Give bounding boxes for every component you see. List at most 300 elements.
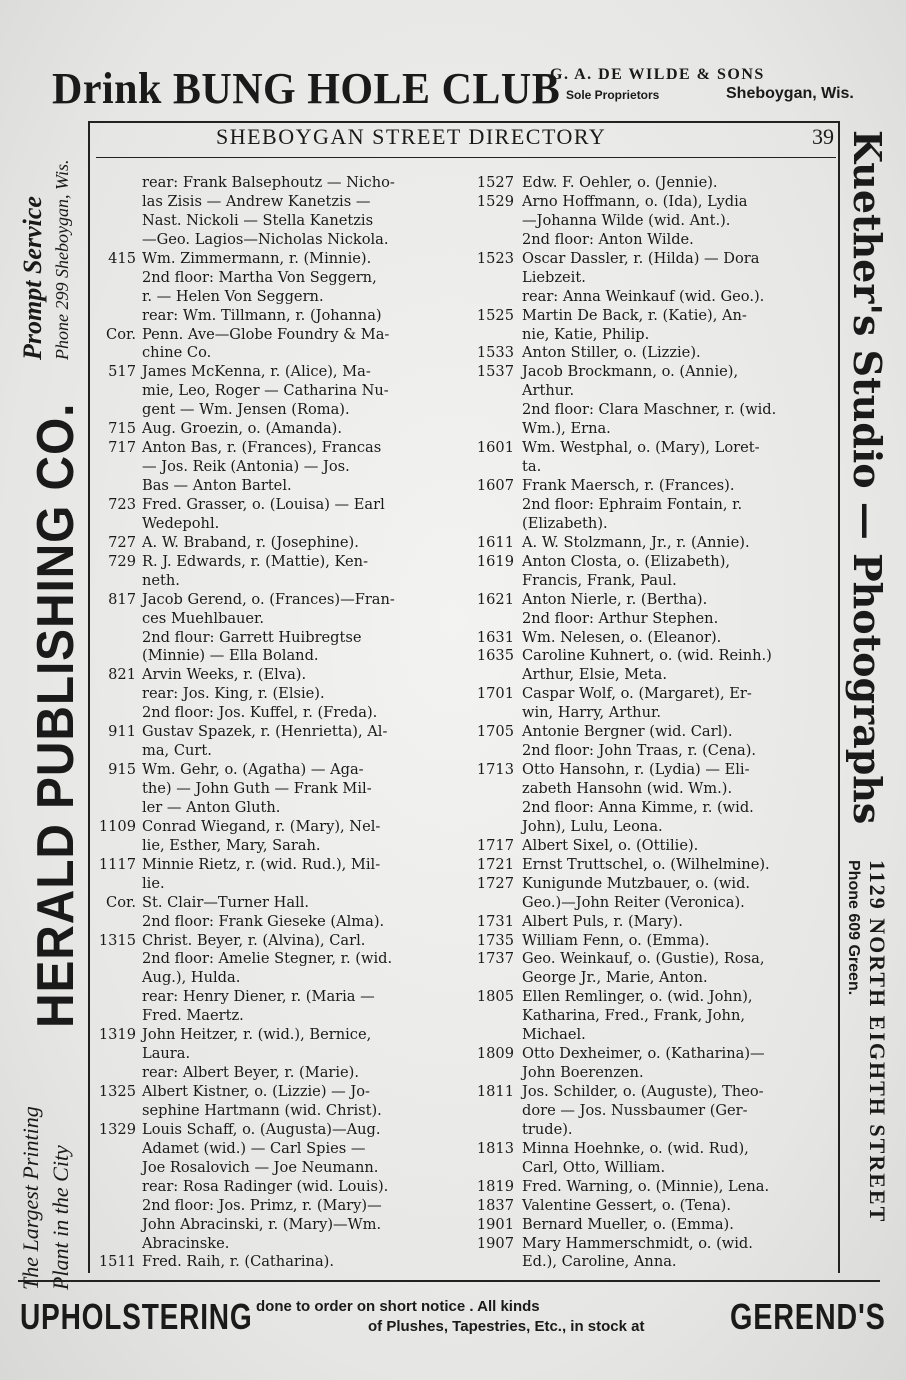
house-number: 1329 <box>98 1120 136 1138</box>
resident-text: —Johanna Wilde (wid. Ant.). <box>522 211 731 229</box>
resident-text: Arno Hoffmann, o. (Ida), Lydia <box>522 192 748 210</box>
bottom-ad-left: UPHOLSTERING <box>20 1296 253 1337</box>
directory-line <box>468 1216 836 1235</box>
resident-text: Fred. Raih, r. (Catharina). <box>142 1253 334 1271</box>
top-rule <box>90 121 840 123</box>
directory-line <box>88 875 460 894</box>
resident-text: William Fenn, o. (Emma). <box>522 931 710 949</box>
directory-line <box>468 685 836 704</box>
resident-text: Bernard Mueller, o. (Emma). <box>522 1215 734 1233</box>
resident-text: Albert Kistner, o. (Lizzie) — Jo- <box>142 1083 370 1100</box>
house-number: 1727 <box>476 874 514 892</box>
resident-text: mie, Leo, Roger — Catharina Nu- <box>142 382 389 400</box>
resident-text: ma, Curt. <box>142 742 212 760</box>
resident-text: James McKenna, r. (Alice), Ma- <box>142 363 371 381</box>
resident-text: sephine Hartmann (wid. Christ). <box>142 1101 382 1119</box>
house-number: 1537 <box>476 363 514 381</box>
resident-text: (Minnie) — Ella Boland. <box>142 647 319 665</box>
resident-text: A. W. Braband, r. (Josephine). <box>142 533 359 551</box>
resident-text: Louis Schaff, o. (Augusta)—Aug. <box>142 1120 381 1138</box>
house-number: 1717 <box>476 836 514 854</box>
resident-text: 2nd floor: Jos. Kuffel, r. (Freda). <box>142 704 378 722</box>
directory-line <box>468 326 836 345</box>
directory-line <box>88 913 460 932</box>
resident-text: Fred. Grasser, o. (Louisa) — Earl <box>142 495 385 513</box>
house-number: 1525 <box>476 306 514 324</box>
directory-line <box>88 326 460 345</box>
directory-line <box>88 894 460 913</box>
house-number: 1533 <box>476 344 514 362</box>
directory-line <box>88 742 460 761</box>
house-number: 1511 <box>98 1253 136 1271</box>
directory-line <box>88 307 460 326</box>
house-number: 1635 <box>476 647 514 665</box>
directory-line <box>88 988 460 1007</box>
house-number: 717 <box>108 439 136 457</box>
resident-text: Nast. Nickoli — Stella Kanetzis <box>142 211 374 229</box>
directory-line <box>88 382 460 401</box>
resident-text: lie, Esther, Mary, Sarah. <box>142 836 321 854</box>
directory-line <box>88 231 460 250</box>
resident-text: Otto Dexheimer, o. (Katharina)— <box>522 1045 765 1063</box>
resident-text: Gustav Spazek, r. (Henrietta), Al- <box>142 723 388 741</box>
directory-line <box>88 666 460 685</box>
directory-line <box>468 1102 836 1121</box>
top-ad-subline <box>550 85 862 108</box>
house-number: 1809 <box>476 1045 514 1063</box>
top-advertisement <box>52 64 862 116</box>
directory-line <box>88 1235 460 1254</box>
directory-line <box>468 1178 836 1197</box>
resident-text: Wm. Gehr, o. (Agatha) — Aga- <box>142 761 364 779</box>
house-number: 1109 <box>98 817 136 835</box>
house-number: 1907 <box>476 1234 514 1252</box>
top-ad-city: Sheboygan, Wis. <box>726 85 854 102</box>
resident-text: Bas — Anton Bartel. <box>142 477 292 494</box>
resident-text: 2nd floor: Clara Maschner, r. (wid. <box>522 401 777 419</box>
resident-text: 2nd floor: Amelie Stegner, r. (wid. <box>142 950 393 968</box>
directory-line <box>468 591 836 610</box>
directory-line <box>468 458 836 477</box>
resident-text: St. Clair—Turner Hall. <box>142 893 310 911</box>
right-margin-advertisement <box>838 130 890 1290</box>
resident-text: Christ. Beyer, r. (Alvina), Carl. <box>142 931 366 949</box>
resident-text: Otto Hansohn, r. (Lydia) — Eli- <box>522 761 750 779</box>
resident-text: Ernst Truttschel, o. (Wilhelmine). <box>522 855 770 873</box>
resident-text: rear: Wm. Tillmann, r. (Johanna) <box>142 306 382 324</box>
resident-text: — Jos. Reik (Antonia) — Jos. <box>142 458 350 476</box>
resident-text: Geo. Weinkauf, o. (Gustie), Rosa, <box>522 950 765 968</box>
resident-text: R. J. Edwards, r. (Mattie), Ken- <box>142 552 369 570</box>
directory-line <box>88 193 460 212</box>
resident-text: ces Muehlbauer. <box>142 609 265 627</box>
house-number: 1837 <box>476 1196 514 1214</box>
resident-text: 2nd floor: Anna Kimme, r. (wid. <box>522 798 754 816</box>
resident-text: John Boerenzen. <box>522 1064 644 1082</box>
directory-line <box>88 704 460 723</box>
resident-text: rear: Jos. King, r. (Elsie). <box>142 685 325 703</box>
resident-text: rear: Frank Balsephoutz — Nicho- <box>142 174 395 191</box>
resident-text: Antonie Bergner (wid. Carl). <box>522 723 733 741</box>
resident-text: Jacob Brockmann, o. (Annie), <box>522 363 739 381</box>
resident-text: Frank Maersch, r. (Frances). <box>522 477 735 494</box>
directory-line <box>468 932 836 951</box>
directory-line <box>88 950 460 969</box>
resident-text: Caspar Wolf, o. (Margaret), Er- <box>522 685 752 703</box>
top-ad-proprietors: Sole Proprietors <box>566 88 660 102</box>
resident-text: John Heitzer, r. (wid.), Bernice, <box>142 1026 372 1044</box>
directory-line <box>468 988 836 1007</box>
directory-line <box>88 1140 460 1159</box>
directory-line <box>468 799 836 818</box>
bottom-ad-line-1: done to order on short notice . All kinds <box>256 1298 540 1315</box>
directory-line <box>88 363 460 382</box>
directory-line <box>468 894 836 913</box>
directory-line <box>468 288 836 307</box>
house-number: 415 <box>108 249 136 267</box>
directory-line <box>468 534 836 553</box>
resident-text: Geo.)—John Reiter (Veronica). <box>522 893 745 911</box>
resident-text: (Elizabeth). <box>522 514 608 532</box>
resident-text: 2nd floor: Arthur Stephen. <box>522 609 719 627</box>
directory-line <box>468 1007 836 1026</box>
directory-line <box>88 572 460 591</box>
house-number: 911 <box>108 723 136 741</box>
resident-text: Laura. <box>142 1045 191 1063</box>
right-ad-phone: Phone 609 Green. <box>845 860 862 996</box>
resident-text: John Abracinski, r. (Mary)—Wm. <box>142 1215 382 1233</box>
resident-text: Wedepohl. <box>142 514 220 532</box>
directory-line <box>468 496 836 515</box>
directory-line <box>88 1253 460 1272</box>
house-number: 517 <box>108 363 136 381</box>
resident-text: 2nd floor: Frank Gieseke (Alma). <box>142 912 385 930</box>
directory-line <box>468 818 836 837</box>
directory-line <box>468 780 836 799</box>
resident-text: Arthur, Elsie, Meta. <box>522 666 668 684</box>
resident-text: Ellen Remlinger, o. (wid. John), <box>522 988 753 1006</box>
directory-line <box>468 856 836 875</box>
directory-line <box>468 1064 836 1083</box>
directory-line <box>88 1102 460 1121</box>
resident-text: Minna Hoehnke, o. (wid. Rud), <box>522 1139 749 1157</box>
house-number: 1607 <box>476 477 514 494</box>
directory-line <box>468 666 836 685</box>
directory-line <box>88 496 460 515</box>
directory-line <box>88 534 460 553</box>
house-number: 1601 <box>476 439 514 457</box>
directory-line <box>88 610 460 629</box>
page-title: SHEBOYGAN STREET DIRECTORY <box>216 124 607 149</box>
house-number: 1705 <box>476 723 514 741</box>
resident-text: Wm. Westphal, o. (Mary), Loret- <box>522 439 760 457</box>
directory-line <box>88 818 460 837</box>
resident-text: ta. <box>522 458 542 476</box>
resident-text: Fred. Maertz. <box>142 1007 244 1025</box>
directory-line <box>468 174 836 193</box>
resident-text: —Geo. Lagios—Nicholas Nickola. <box>142 230 389 248</box>
right-listing-column <box>468 174 836 1272</box>
resident-text: Carl, Otto, William. <box>522 1158 666 1176</box>
house-number: 1611 <box>476 533 514 551</box>
resident-text: rear: Albert Beyer, r. (Marie). <box>142 1064 360 1082</box>
resident-text: Anton Stiller, o. (Lizzie). <box>522 344 701 362</box>
resident-text: Valentine Gessert, o. (Tena). <box>522 1196 732 1214</box>
directory-line <box>88 761 460 780</box>
bottom-ad-right: GEREND'S <box>730 1296 886 1337</box>
directory-line <box>88 439 460 458</box>
bottom-ad-line-2: of Plushes, Tapestries, Etc., in stock at <box>368 1318 645 1335</box>
directory-line <box>88 1197 460 1216</box>
directory-line <box>88 553 460 572</box>
resident-text: r. — Helen Von Seggern. <box>142 287 324 305</box>
resident-text: Fred. Warning, o. (Minnie), Lena. <box>522 1177 770 1195</box>
directory-line <box>88 780 460 799</box>
resident-text: trude). <box>522 1120 573 1138</box>
directory-line <box>468 647 836 666</box>
resident-text: Anton Closta, o. (Elizabeth), <box>522 552 731 570</box>
directory-line <box>468 1197 836 1216</box>
house-number: 715 <box>108 420 136 438</box>
directory-line <box>468 742 836 761</box>
directory-line <box>88 401 460 420</box>
resident-text: Albert Sixel, o. (Ottilie). <box>522 836 699 854</box>
directory-line <box>88 591 460 610</box>
directory-line <box>468 250 836 269</box>
house-number: 1315 <box>98 931 136 949</box>
resident-text: chine Co. <box>142 344 212 362</box>
resident-text: John), Lulu, Leona. <box>522 817 663 835</box>
directory-line <box>88 969 460 988</box>
directory-line <box>468 1253 836 1272</box>
resident-text: Anton Bas, r. (Frances), Francas <box>142 439 382 457</box>
directory-line <box>88 1083 460 1102</box>
directory-line <box>468 1026 836 1045</box>
left-ad-tagline-2: Plant in the City <box>48 1145 73 1290</box>
directory-line <box>468 439 836 458</box>
resident-text: rear: Anna Weinkauf (wid. Geo.). <box>522 287 765 305</box>
directory-line <box>88 856 460 875</box>
resident-text: rear: Rosa Radinger (wid. Louis). <box>142 1177 389 1195</box>
resident-text: Abracinske. <box>142 1234 230 1252</box>
resident-text: Anton Nierle, r. (Bertha). <box>522 590 708 608</box>
directory-line <box>88 1045 460 1064</box>
resident-text: Liebzeit. <box>522 268 586 286</box>
resident-text: lie. <box>142 874 165 892</box>
left-ad-service: Prompt Service <box>18 196 47 360</box>
directory-line <box>88 212 460 231</box>
directory-line <box>468 401 836 420</box>
directory-line <box>88 723 460 742</box>
resident-text: Wm. Zimmermann, r. (Minnie). <box>142 249 372 267</box>
directory-line <box>468 212 836 231</box>
directory-line <box>468 761 836 780</box>
resident-text: Joe Rosalovich — Joe Neumann. <box>142 1158 379 1176</box>
directory-line <box>468 1159 836 1178</box>
house-number: Cor. <box>106 325 136 343</box>
resident-text: win, Harry, Arthur. <box>522 704 661 722</box>
directory-line <box>468 723 836 742</box>
resident-text: las Zisis — Andrew Kanetzis — <box>142 192 371 210</box>
house-number: 1701 <box>476 685 514 703</box>
directory-line <box>88 250 460 269</box>
house-number: 1735 <box>476 931 514 949</box>
header-rule <box>96 157 836 158</box>
directory-line <box>468 913 836 932</box>
resident-text: Wm. Nelesen, o. (Eleanor). <box>522 628 722 646</box>
resident-text: Penn. Ave—Globe Foundry & Ma- <box>142 325 390 343</box>
resident-text: ler — Anton Gluth. <box>142 798 281 816</box>
directory-line <box>88 344 460 363</box>
directory-line <box>468 1045 836 1064</box>
resident-text: 2nd flour: Garrett Huibregtse <box>142 628 362 646</box>
directory-line <box>88 515 460 534</box>
resident-text: Minnie Rietz, r. (wid. Rud.), Mil- <box>142 855 381 873</box>
house-number: 1325 <box>98 1083 136 1100</box>
bottom-rule <box>18 1280 880 1282</box>
resident-text: Martin De Back, r. (Katie), An- <box>522 306 747 324</box>
directory-line <box>88 1216 460 1235</box>
directory-line <box>468 420 836 439</box>
directory-line <box>468 950 836 969</box>
resident-text: Jacob Gerend, o. (Frances)—Fran- <box>142 590 395 608</box>
top-ad-slogan: Drink BUNG HOLE CLUB <box>52 65 561 114</box>
resident-text: Francis, Frank, Paul. <box>522 571 677 589</box>
house-number: 1319 <box>98 1026 136 1044</box>
directory-line <box>468 969 836 988</box>
house-number: 1721 <box>476 855 514 873</box>
directory-line <box>88 799 460 818</box>
house-number: 821 <box>108 666 136 684</box>
directory-line <box>88 477 460 496</box>
directory-line <box>468 193 836 212</box>
resident-text: 2nd floor: Jos. Primz, r. (Mary)— <box>142 1196 382 1214</box>
resident-text: Edw. F. Oehler, o. (Jennie). <box>522 174 718 191</box>
directory-line <box>468 1121 836 1140</box>
directory-line <box>468 572 836 591</box>
resident-text: rear: Henry Diener, r. (Maria — <box>142 988 375 1006</box>
house-number: 817 <box>108 590 136 608</box>
right-ad-address: 1129 NORTH EIGHTH STREET <box>865 860 890 1224</box>
house-number: 1117 <box>98 855 136 873</box>
resident-text: Aug. Groezin, o. (Amanda). <box>142 420 343 438</box>
left-listing-column <box>88 174 460 1272</box>
directory-line <box>468 363 836 382</box>
resident-text: 2nd floor: Martha Von Seggern, <box>142 268 377 286</box>
resident-text: Arvin Weeks, r. (Elva). <box>142 666 307 684</box>
directory-line <box>88 932 460 951</box>
directory-line <box>468 704 836 723</box>
directory-line <box>88 1026 460 1045</box>
directory-line <box>88 629 460 648</box>
directory-line <box>88 420 460 439</box>
directory-line <box>88 1064 460 1083</box>
house-number: 1631 <box>476 628 514 646</box>
house-number: 1619 <box>476 552 514 570</box>
directory-line <box>88 174 460 193</box>
directory-line <box>88 685 460 704</box>
resident-text: Adamet (wid.) — Carl Spies — <box>142 1139 366 1157</box>
directory-line <box>88 837 460 856</box>
left-ad-company: HERALD PUBLISHING CO. <box>27 402 85 1028</box>
resident-text: A. W. Stolzmann, Jr., r. (Annie). <box>522 533 750 551</box>
directory-line <box>88 1007 460 1026</box>
resident-text: the) — John Guth — Frank Mil- <box>142 780 372 797</box>
directory-line <box>468 1235 836 1254</box>
directory-line <box>468 477 836 496</box>
right-ad-studio: Kuether's Studio — Photographs <box>845 130 890 825</box>
page-header <box>96 124 836 156</box>
resident-text: George Jr., Marie, Anton. <box>522 969 708 987</box>
house-number: 1523 <box>476 249 514 267</box>
resident-text: dore — Jos. Nussbaumer (Ger- <box>522 1101 748 1119</box>
directory-line <box>468 1083 836 1102</box>
directory-line <box>468 875 836 894</box>
resident-text: Arthur. <box>522 382 575 400</box>
directory-line <box>88 647 460 666</box>
resident-text: Conrad Wiegand, r. (Mary), Nel- <box>142 817 381 835</box>
resident-text: Albert Puls, r. (Mary). <box>522 912 683 930</box>
directory-line <box>468 610 836 629</box>
resident-text: Katharina, Fred., Frank, John, <box>522 1007 745 1025</box>
directory-line <box>88 458 460 477</box>
left-margin-advertisement <box>18 130 85 1290</box>
left-ad-phone: Phone 299 Sheboygan, Wis. <box>52 159 72 360</box>
house-number: 727 <box>108 533 136 551</box>
directory-line <box>468 1140 836 1159</box>
directory-line <box>88 1178 460 1197</box>
house-number: 1731 <box>476 912 514 930</box>
house-number: 723 <box>108 495 136 513</box>
directory-line <box>88 269 460 288</box>
resident-text: neth. <box>142 571 180 589</box>
house-number: 1529 <box>476 192 514 210</box>
house-number: 1737 <box>476 950 514 968</box>
left-ad-tagline-1: The Largest Printing <box>18 1106 43 1290</box>
resident-text: 2nd floor: Ephraim Fontain, r. <box>522 495 743 513</box>
house-number: 1813 <box>476 1139 514 1157</box>
directory-line <box>468 515 836 534</box>
directory-line <box>468 344 836 363</box>
house-number: 1621 <box>476 590 514 608</box>
resident-text: Michael. <box>522 1026 586 1044</box>
house-number: 1811 <box>476 1083 514 1100</box>
resident-text: zabeth Hansohn (wid. Wm.). <box>522 780 733 797</box>
directory-line <box>468 269 836 288</box>
resident-text: Aug.), Hulda. <box>142 969 241 987</box>
bottom-advertisement <box>20 1296 886 1346</box>
resident-text: Wm.), Erna. <box>522 420 611 438</box>
house-number: 1819 <box>476 1177 514 1195</box>
directory-line <box>88 1159 460 1178</box>
directory-line <box>88 1121 460 1140</box>
top-ad-firm: G. A. DE WILDE & SONS <box>550 66 765 83</box>
directory-line <box>468 307 836 326</box>
house-number: 729 <box>108 552 136 570</box>
resident-text: Kunigunde Mutzbauer, o. (wid. <box>522 874 751 892</box>
directory-line <box>468 231 836 250</box>
resident-text: Caroline Kuhnert, o. (wid. Reinh.) <box>522 647 772 665</box>
resident-text: Mary Hammerschmidt, o. (wid. <box>522 1234 753 1252</box>
resident-text: 2nd floor: Anton Wilde. <box>522 230 694 248</box>
resident-text: Jos. Schilder, o. (Auguste), Theo- <box>522 1083 764 1100</box>
house-number: 1527 <box>476 174 514 191</box>
directory-line <box>88 288 460 307</box>
house-number: 1901 <box>476 1215 514 1233</box>
page-number: 39 <box>812 124 834 149</box>
house-number: Cor. <box>106 893 136 911</box>
house-number: 1805 <box>476 988 514 1006</box>
